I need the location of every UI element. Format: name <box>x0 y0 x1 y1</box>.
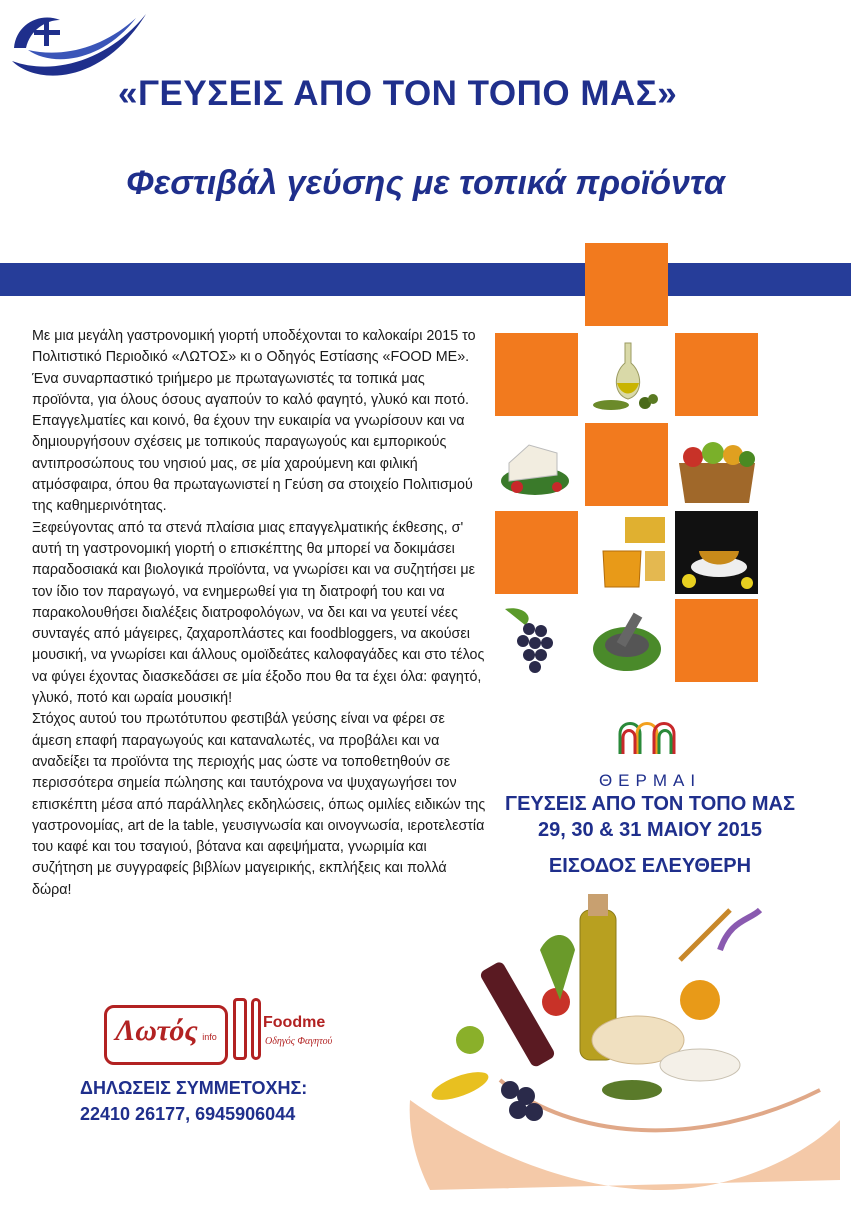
venue-info <box>480 716 820 879</box>
lotos-logo-sub: info <box>202 1032 217 1042</box>
contact-label: ΔΗΛΩΣΕΙΣ ΣΥΜΜΕΤΟΧΗΣ: <box>80 1078 308 1098</box>
cheese-photo <box>495 423 578 506</box>
page-title: «ΓΕΥΣΕΙΣ ΑΠΟ ΤΟΝ ΤΟΠΟ ΜΑΣ» <box>118 74 678 113</box>
herbs-mortar-photo <box>585 599 668 682</box>
honey-photo <box>585 511 668 594</box>
body-text <box>32 326 488 901</box>
paragraph-professionals: Επαγγελματίες και κοινό, θα έχουν την ευκαιρία να γνωρίσουν και να δημιουργήσουν σχέσεις με τοπικούς παραγωγούς και εμπορικούς αντιπροσώπους του νησιού μας, σε μία χαρούμενη και φιλική ατμόσφαιρα, όπου θα πρωταγωνιστεί η Γεύση σα στοιχείο Πολιτισμού της καθημερινότητας. <box>32 413 473 515</box>
orange-tile <box>495 511 578 594</box>
venue-event: ΓΕΥΣΕΙΣ ΑΠΟ ΤΟΝ ΤΟΠΟ ΜΑΣ <box>505 793 795 815</box>
thermai-logo <box>480 716 820 761</box>
paragraph-intro: Με μια μεγάλη γαστρονομική γιορτή υποδέχονται το καλοκαίρι 2015 το Πολιτιστικό Περιοδικό «ΛΩΤΟΣ» κι ο Οδηγός Εστίασης «FOOD ME». <box>32 328 476 366</box>
vegetable-basket-photo <box>675 423 758 506</box>
entry-notice: ΕΙΣΟΔΟΣ ΕΛΕΥΘΕΡΗ <box>548 855 752 877</box>
orange-tile <box>585 423 668 506</box>
orange-tile <box>675 599 758 682</box>
olive-oil-photo <box>585 333 668 416</box>
foodme-logo-text: Foodme <box>263 1014 326 1031</box>
contact-phones: 22410 26177, 6945906044 <box>80 1104 296 1124</box>
lotos-logo-text: Λωτός <box>115 1014 198 1047</box>
lotos-logo <box>104 1005 228 1065</box>
foodme-logo <box>233 998 353 1064</box>
venue-name: ΘΕΡΜΑΙ <box>598 771 702 790</box>
tea-photo <box>675 511 758 594</box>
grapes-photo <box>495 599 578 682</box>
fork-icon <box>233 998 247 1060</box>
venue-dates: 29, 30 & 31 ΜΑΙΟΥ 2015 <box>537 819 762 841</box>
paragraph-visitor: Ξεφεύγοντας από τα στενά πλαίσια μιας επαγγελματικής έκθεσης, σ' αυτή τη γαστρονομική γιορτή ο επισκέπτης θα μπορεί να δοκιμάσει παραδοσιακά και βιολογικά προϊόντα, να γνωρίσει και να συζητήσει με τον ίδιο τον παραγωγό, να ενημερωθεί για τη διατροφή του και να παρακολουθήσει διαλέξεις διατροφολόγων, να δει και να γευτεί νέες συνταγές από μάγειρες, ζαχαροπλάστες και foodbloggers, να ακούσει μουσική, να γνωρίσει και άλλους ομοϊδεάτες καλοφαγάδες και στο τέλος να φύγει έχοντας διασκεδάσει σε μία έξοδο που θα τα έχει όλα: φαγητό, γλυκό, ποτό και ωραία μουσική! <box>32 519 485 707</box>
contact-info <box>80 1075 380 1127</box>
spoon-icon <box>251 998 261 1060</box>
orange-tile <box>675 333 758 416</box>
hands-food-illustration <box>400 890 851 1200</box>
orange-tile <box>585 243 668 326</box>
food-tile-grid <box>495 243 765 683</box>
orange-tile <box>495 333 578 416</box>
paragraph-triimero: Ένα συναρπαστικό τριήμερο με πρωταγωνιστές τα τοπικά μας προϊόντα, για όλους όσους αγαπούν το καλό φαγητό, γλυκό και ποτό. <box>32 370 470 408</box>
foodme-logo-sub: Οδηγός Φαγητού <box>265 1036 333 1047</box>
paragraph-goal: Στόχος αυτού του πρωτότυπου φεστιβάλ γεύσης είναι να φέρει σε άμεση επαφή παραγωγούς και καταναλωτές, να προβάλει και να αναδείξει τα προϊόντα της περιοχής μας ώστε να τοποθετηθούν σε περισσότερα σημεία πώλησης και ταυτόχρονα να ψυχαγωγήσει τον επισκέπτη μέσα από παράλληλες εκδηλώσεις, όπως ομιλίες ειδικών της γαστρονομίας, art de la table, γευσιγνωσία και οινογνωσία, ιεροτελεστία του καφέ και του τσαγιού, βότανα και αφεψήματα, γνωριμία και συζήτηση με συγγραφείς βιβλίων μαγειρικής, εκπλήξεις και πολλά δώρα! <box>32 711 486 898</box>
page-subtitle: Φεστιβάλ γεύσης με τοπικά προϊόντα <box>126 164 725 202</box>
